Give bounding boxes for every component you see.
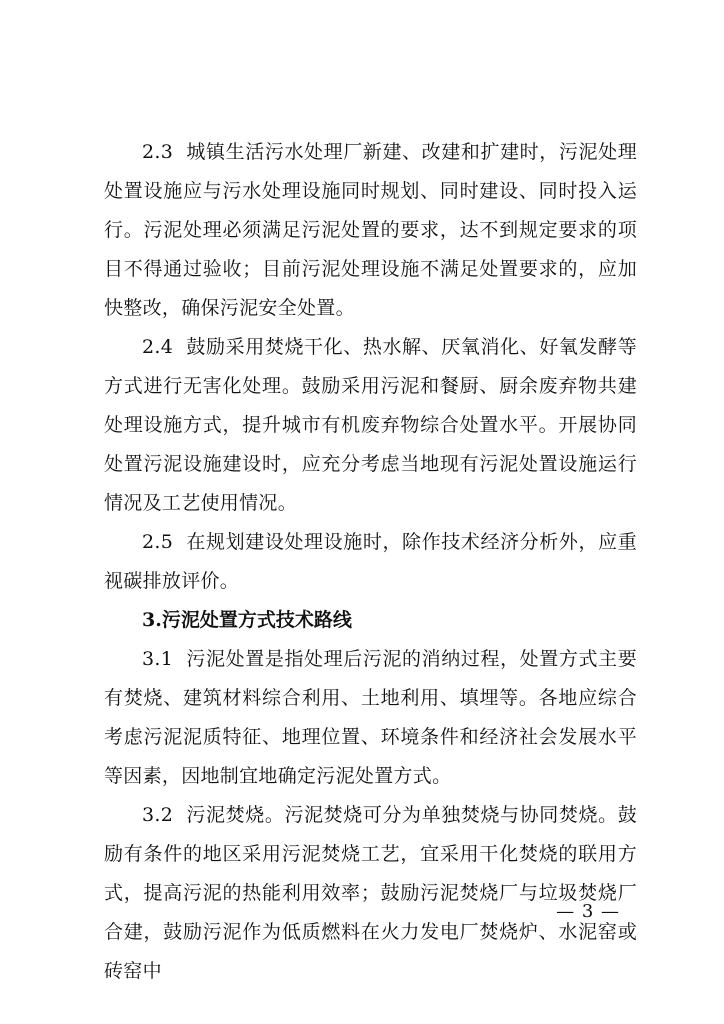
- paragraph-text: 城镇生活污水处理厂新建、改建和扩建时，污泥处理处置设施应与污水处理设施同时规划、同时建设、同时投入运行。污泥处理必须满足污泥处置的要求，达不到规定要求的项目不得通过验收；目前污泥处理设施不满足处置要求的，应加快整改，确保污泥安全处置。: [104, 141, 637, 319]
- clause-number: 3.2: [142, 804, 174, 826]
- clause-number: 2.5: [142, 531, 174, 553]
- paragraph-text: 在规划建设处理设施时，除作技术经济分析外，应重视碳排放评价。: [104, 531, 637, 592]
- paragraph-3-2: [104, 796, 637, 991]
- page-number: — 3 —: [556, 901, 620, 922]
- section-heading: 3.污泥处置方式技术路线: [142, 609, 352, 631]
- paragraph-3-1: [104, 640, 637, 796]
- paragraph-text: 污泥焚烧。污泥焚烧可分为单独焚烧与协同焚烧。鼓励有条件的地区采用污泥焚烧工艺，宜采用干化焚烧的联用方式，提高污泥的热能利用效率；鼓励污泥焚烧厂与垃圾焚烧厂合建，鼓励污泥作为低质燃料在火力发电厂焚烧炉、水泥窑或砖窑中: [104, 804, 637, 982]
- paragraph-2-3: [104, 133, 637, 328]
- paragraph-2-4: [104, 328, 637, 523]
- clause-number: 2.3: [142, 141, 174, 163]
- paragraph-text: 鼓励采用焚烧干化、热水解、厌氧消化、好氧发酵等方式进行无害化处理。鼓励采用污泥和餐厨、厨余废弃物共建处理设施方式，提升城市有机废弃物综合处置水平。开展协同处置污泥设施建设时，应充分考虑当地现有污泥处置设施运行情况及工艺使用情况。: [104, 336, 637, 514]
- document-body: [104, 133, 637, 991]
- paragraph-text: 污泥处置是指处理后污泥的消纳过程，处置方式主要有焚烧、建筑材料综合利用、土地利用、填埋等。各地应综合考虑污泥泥质特征、地理位置、环境条件和经济社会发展水平等因素，因地制宜地确定污泥处置方式。: [104, 648, 637, 787]
- clause-number: 3.1: [142, 648, 174, 670]
- paragraph-2-5: [104, 523, 637, 601]
- clause-number: 2.4: [142, 336, 174, 358]
